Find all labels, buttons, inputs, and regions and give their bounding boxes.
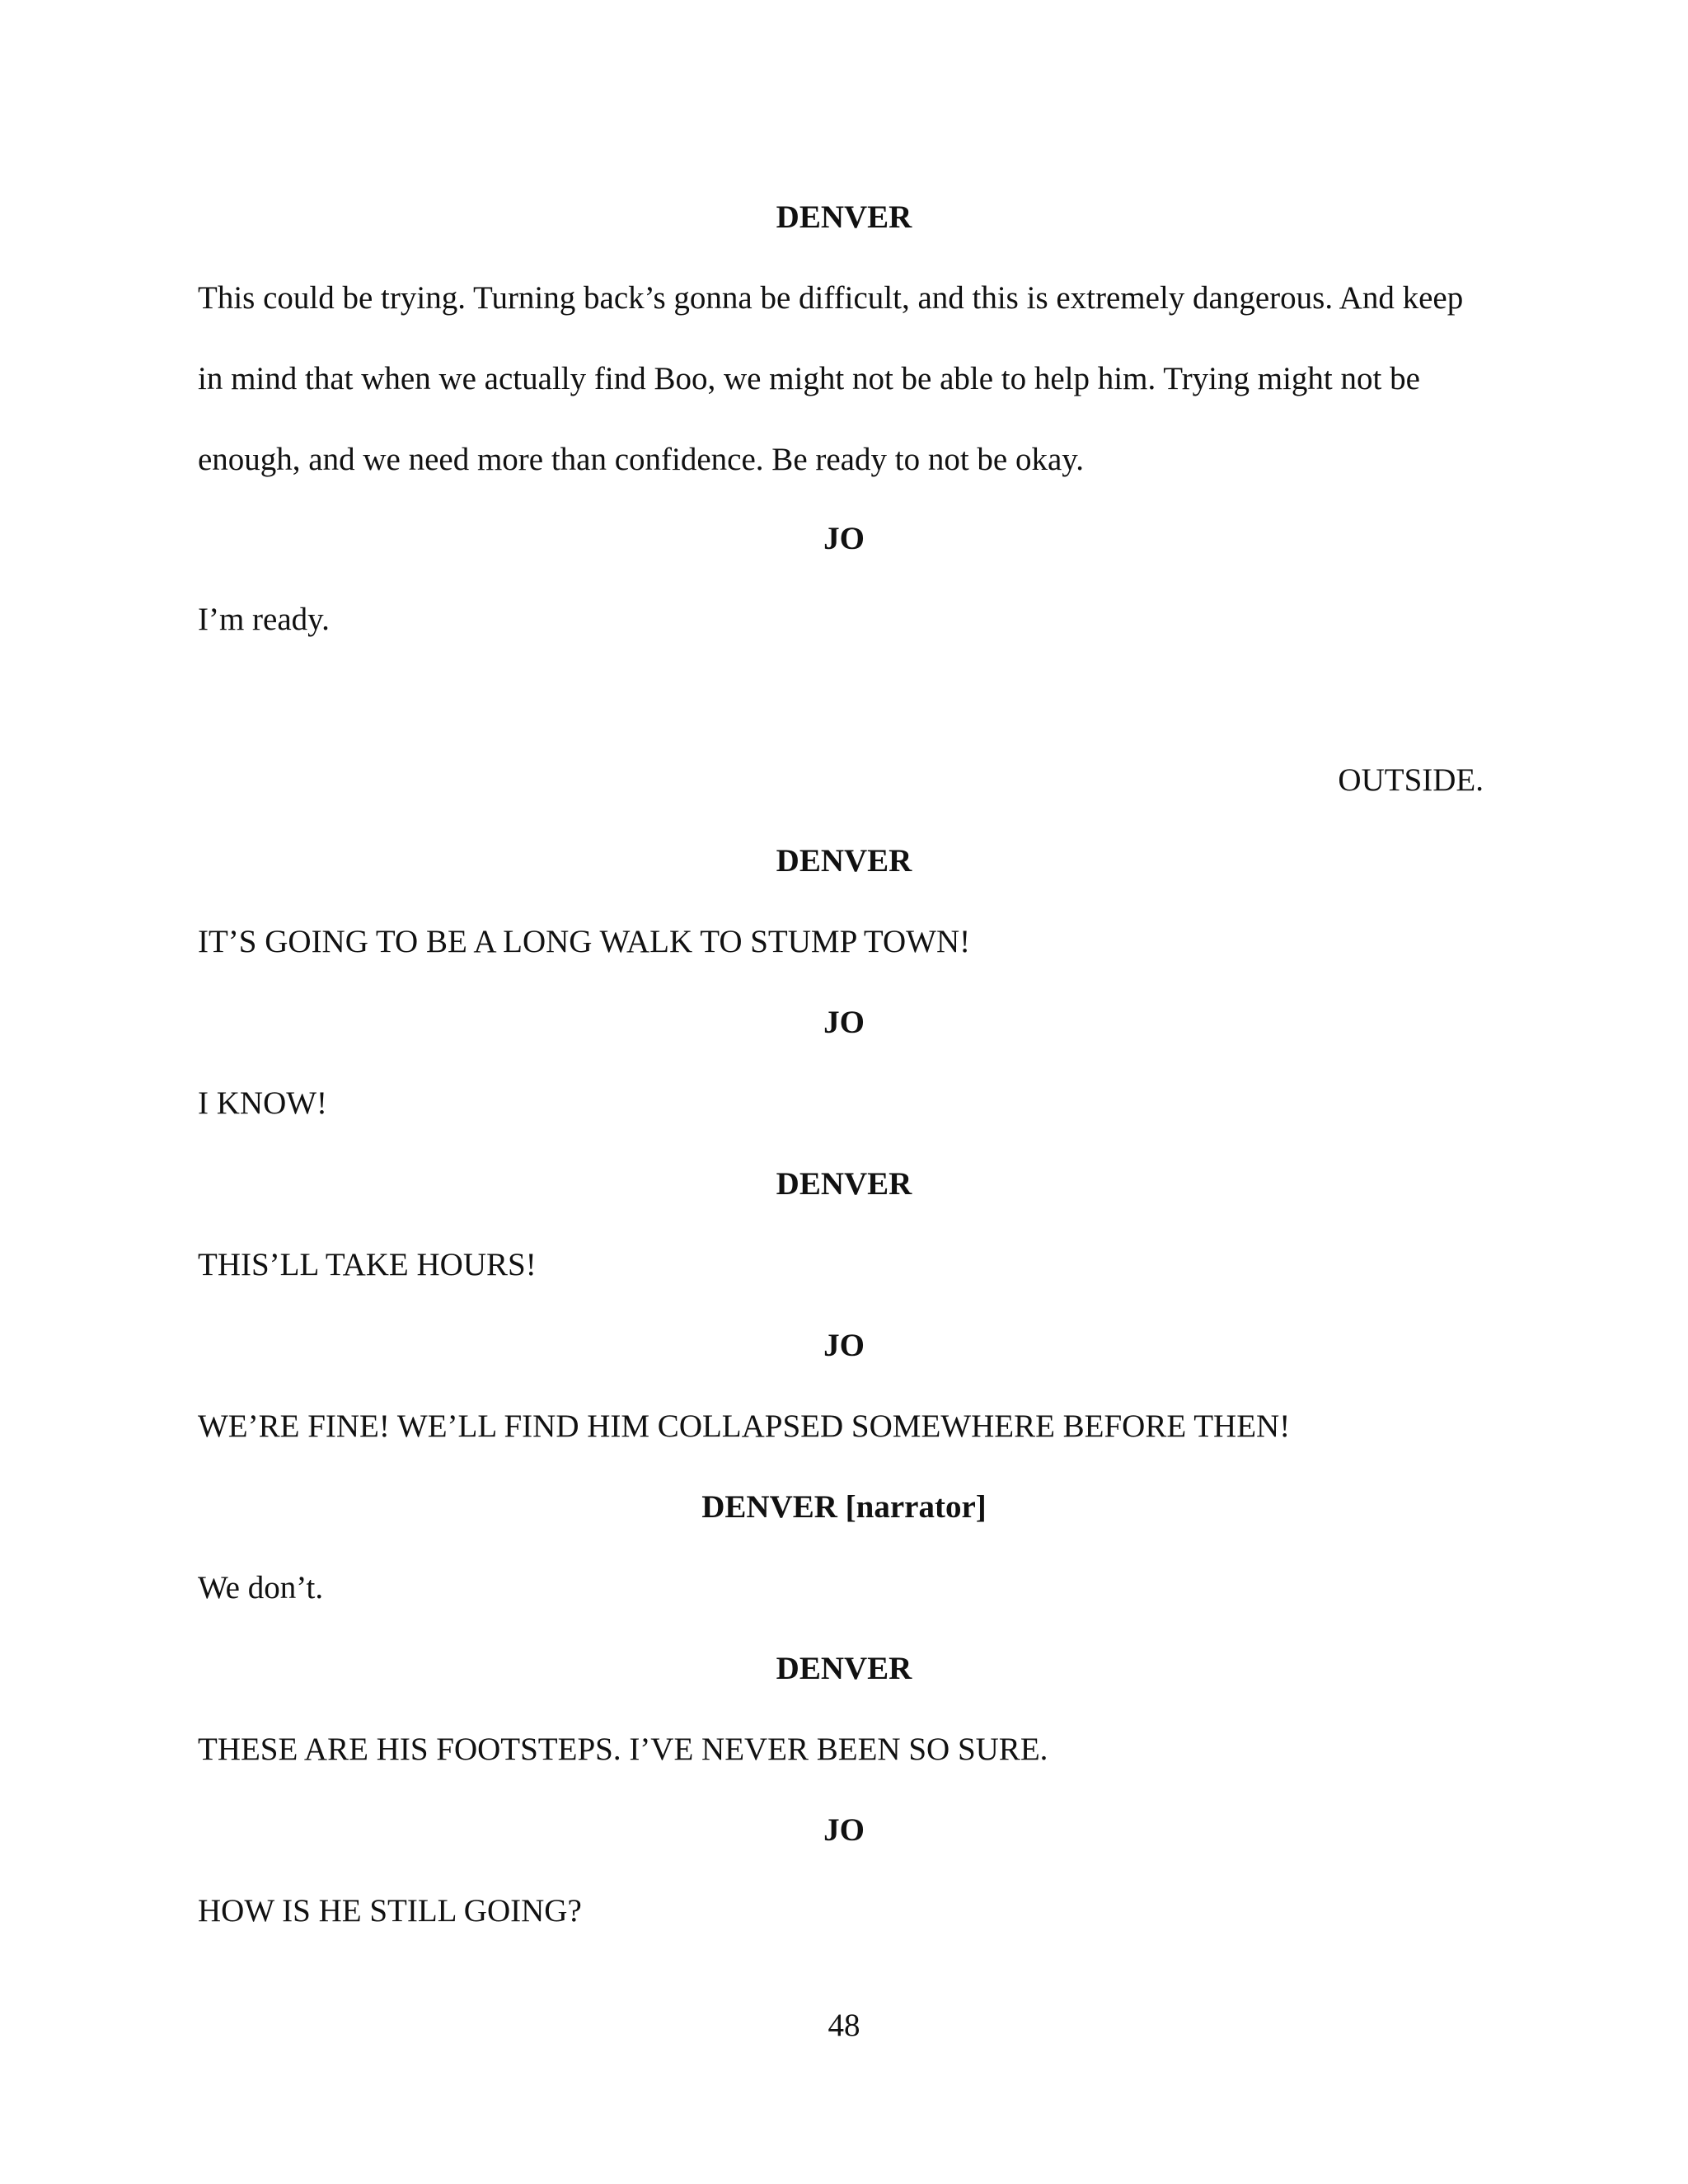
dialogue-line: I KNOW! — [198, 1085, 328, 1121]
dialogue-paragraph: This could be trying. Turning back’s gonna be difficult, and this is extremely dangerous. And keep in mind that when we actually find Boo, we might not be able to help him. Trying might not be enough, and we need more than confidence. Be ready to not be okay. — [198, 280, 1464, 477]
speaker-jo: JO — [823, 521, 865, 556]
dialogue-line: THIS’LL TAKE HOURS! — [198, 1247, 537, 1282]
page-number: 48 — [828, 2008, 860, 2043]
speaker-denver-narrator: DENVER [narrator] — [701, 1489, 987, 1525]
dialogue-line: We don’t. — [198, 1570, 324, 1605]
dialogue-line: WE’RE FINE! WE’LL FIND HIM COLLAPSED SOMEWHERE BEFORE THEN! — [198, 1408, 1291, 1444]
dialogue-line: I’m ready. — [198, 602, 330, 637]
speaker-jo: JO — [823, 1005, 865, 1040]
speaker-jo: JO — [823, 1328, 865, 1363]
speaker-jo: JO — [823, 1812, 865, 1848]
speaker-denver: DENVER — [776, 843, 912, 879]
speaker-denver: DENVER — [776, 1651, 912, 1686]
speaker-denver: DENVER — [776, 199, 912, 235]
dialogue-line: THESE ARE HIS FOOTSTEPS. I’VE NEVER BEEN SO SURE. — [198, 1732, 1048, 1767]
dialogue-line: IT’S GOING TO BE A LONG WALK TO STUMP TOWN! — [198, 924, 971, 959]
speaker-denver: DENVER — [776, 1166, 912, 1202]
dialogue-line: HOW IS HE STILL GOING? — [198, 1893, 582, 1929]
scene-heading: OUTSIDE. — [1338, 762, 1484, 798]
